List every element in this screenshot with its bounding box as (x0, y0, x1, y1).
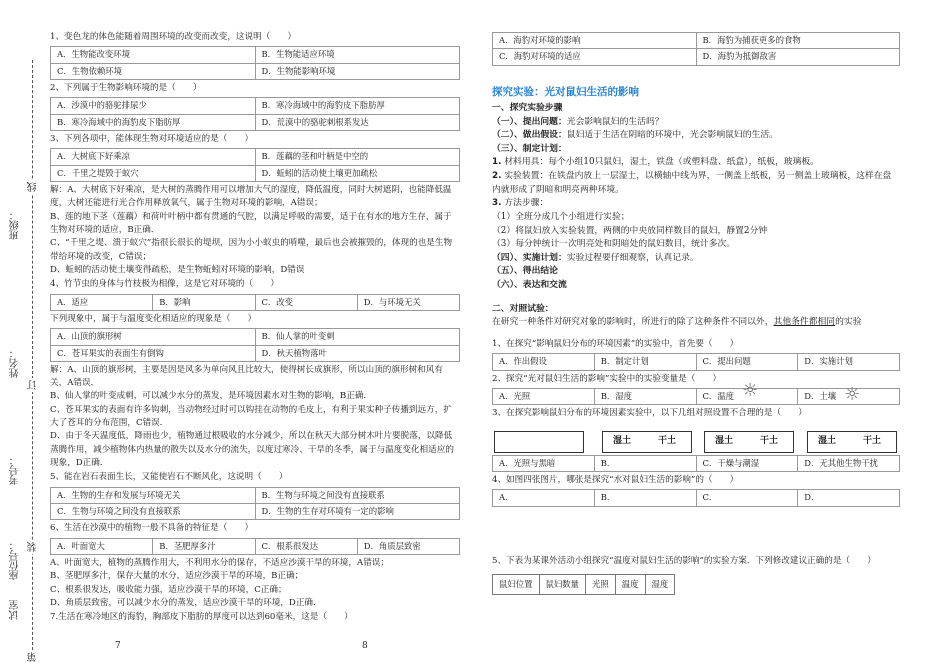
option-d[interactable]: D．荒漠中的骆驼刺根系发达 (255, 114, 460, 130)
question-2-stem: 2、下列属于生物影响环境的是（ ） (50, 83, 202, 93)
plan-text: 实验装置：在铁盘内放上一层湿土，以横轴中线为界，一侧盖上纸板，另一侧盖上玻璃板，这样在盘内就形成了阴暗和明亮两种环境。 (492, 171, 892, 195)
option-c[interactable]: C．提出问题 (696, 354, 798, 370)
control-text: 在研究一种条件对研究对象的影响时，所进行的除了这种条件不同以外， (492, 317, 774, 328)
question-5-options (50, 487, 460, 521)
method-step: （3）每分钟统计一次明亮处和阴暗处的鼠妇数目，统计多次。 (492, 239, 736, 250)
option-a[interactable]: A．光照 (493, 388, 595, 404)
plan-number: 1. (492, 157, 502, 168)
tray-diagram (494, 431, 584, 453)
plan-text: 方法步骤： (501, 198, 549, 209)
option-c[interactable]: C． (696, 490, 798, 506)
sun-icon: ☼ (844, 383, 861, 405)
method-step: （2）将鼠妇放入实验装置，两侧的中央放同样数目的鼠妇，静置2分钟 (492, 225, 768, 236)
option-b[interactable]: B．寒冷海域中的海豹皮下脂肪厚 (255, 98, 460, 114)
question-6-stem: 6、生活在沙漠中的植物一般不具备的特征是（ ） (50, 523, 254, 534)
option-d[interactable]: D．蚯蚓的活动使土壤更加疏松 (255, 165, 460, 181)
explanation-line: B、茎肥厚多汁，保存大量的水分，适应沙漠干旱的环境，B正确； (50, 571, 304, 582)
option-a[interactable]: A．山顶的旗形树 (51, 329, 256, 345)
right-question-1-stem: 1、在探究“影响鼠妇分布的环境因素”的实验中，首先要（ ） (492, 338, 739, 349)
step-label: （二）、做出假设： (492, 130, 567, 141)
name-label: 姓名： (10, 348, 21, 378)
question-1-stem: 1、变色龙的体色能随着周围环境的改变而改变，这说明（ ） (50, 32, 297, 42)
explanation-line: 解：A、山顶的旗形树，主要是因是风多为单向风且比较大，使得树长成旗形，所以山顶的旗形树和风有关，A错误． (50, 364, 443, 389)
right-question-2-options (492, 383, 900, 405)
room-label: 试室 (10, 600, 21, 620)
step-label: （四）、实施计划： (492, 252, 567, 263)
tray-diagram (807, 431, 897, 453)
option-c[interactable]: C．海豹对环境的适应 (493, 49, 697, 65)
option-a[interactable]: A．作出假设 (493, 354, 595, 370)
tray-label: 湿土 (715, 435, 734, 446)
right-question-2-stem: 2、探究“光对鼠妇生活的影响”实验中的实验变量是（ ） (492, 373, 722, 384)
question-7-stem: 7.生活在寒冷地区的海豹，胸部皮下脂肪的厚度可以达到60毫米，这是（ ） (50, 612, 353, 623)
question-5-stem: 5、能在岩石表面生长，又能使岩石不断风化，这说明（ ） (50, 472, 288, 483)
option-c[interactable]: C．苍耳果实的表面生有倒钩 (51, 345, 256, 361)
heading-control: 二、对照试验： (492, 303, 554, 314)
right-question-3-stem: 3、在探究影响鼠妇分布的环境因素实验中，以下几组对照设置不合理的是（ ） (492, 408, 807, 419)
tray-label: 湿土 (818, 435, 837, 446)
option-c[interactable]: C．温度 (696, 388, 798, 404)
explanation-line: C、根系很发达，吸收能力强，适应沙漠干旱的环境，C正确； (50, 584, 287, 595)
option-b[interactable]: B．莲藕的茎和叶柄是中空的 (255, 149, 460, 165)
binding-margin (0, 0, 50, 671)
binding-mark-ding: 订 (26, 378, 42, 392)
option-c[interactable]: B．寒冷海域中的海豹皮下脂肪厚 (51, 114, 256, 130)
section-title: 探究实验：光对鼠妇生活的影响 (492, 85, 639, 98)
question-6-options (50, 538, 460, 555)
explanation-line: C、苍耳果实的表面有许多钩刺，当动物经过时可以钩挂在动物的毛皮上，有利于果实种子传播到远方，扩大了苍耳的分布范围，C错误． (50, 404, 452, 429)
page-number-right: 8 (362, 641, 368, 651)
option-a[interactable]: A．海豹对环境的影响 (493, 33, 697, 49)
binding-mark-di: 第 (26, 650, 42, 664)
option-b[interactable]: B．生物能适应环境 (255, 47, 460, 63)
step-label: （三）、制定计划： (492, 143, 567, 154)
left-column (50, 30, 460, 625)
tray-label: 湿土 (613, 435, 632, 446)
method-step: （1）全班分成几个小组进行实验； (492, 211, 630, 222)
option-c[interactable]: C．生物依赖环境 (51, 63, 256, 79)
option-b[interactable]: B．生物与环境之间没有直接联系 (255, 487, 460, 503)
tray-label: 干土 (760, 435, 779, 446)
option-c[interactable]: C．生物与环境之间没有直接联系 (51, 504, 256, 520)
option-b[interactable]: B．仙人掌的叶变刺 (255, 329, 460, 345)
explanation-line: D、由于冬天温度低，降雨也少，植物通过根吸收的水分减少，所以在秋天大部分树木叶片要脱落，以降低蒸腾作用，减少植物体内热量的散失以及水分的流失，以度过寒冷、干旱的冬季，属于与温度变化相适应的现象，D正确． (50, 431, 454, 469)
explanation-line: C、“千里之堤、溃于蚁穴”指很长很长的堤坝，因为小小蚁虫的啃噬，最后也会被摧毁的，体现的也是生物带给环境的改变，C错误； (50, 238, 453, 262)
question-3-diagram-row (492, 423, 900, 453)
option-d[interactable]: D．土壤 (798, 388, 900, 404)
question-7-options (492, 32, 900, 66)
control-end: 的实验 (835, 317, 862, 328)
option-a[interactable]: A．生物的生存和发展与环境无关 (51, 487, 256, 503)
option-a[interactable]: A． (493, 490, 595, 506)
class-label: 班级： (10, 210, 21, 240)
step-label: （六）、表达和交流 (492, 280, 567, 291)
page-number-left: 7 (115, 641, 121, 651)
option-b[interactable]: B．制定计划 (594, 354, 696, 370)
option-d[interactable]: D．实施计划 (798, 354, 900, 370)
explanation-line: D、角质层致密，可以减少水分的蒸发，适应沙漠干旱的环境，D正确． (50, 597, 322, 608)
question-4-stem: 4、竹节虫的身体与竹枝极为相像，这是它对环境的（ ） (50, 279, 279, 290)
question-3-options (50, 148, 460, 182)
explanation-line: A、叶面宽大，植物的蒸腾作用大，不利用水分的保存，不适应沙漠干旱的环境，A错误； (50, 558, 389, 568)
right-question-4-stem: 4、如图四张图片，哪张是探究“水对鼠妇生活的影响”的（ ） (492, 474, 739, 485)
table-header-cell: 温度 (615, 574, 645, 594)
explanation-line: B、仙人掌的叶变成刺，可以减少水分的蒸发，是环境因素水对生物的影响，B正确． (50, 391, 373, 402)
option-d[interactable]: D．生物的生存对环境有一定的影响 (255, 504, 460, 520)
step-text: 实验过程要仔细观察，认真记录。 (566, 252, 699, 263)
experiment-table (492, 574, 675, 595)
option-d[interactable]: D．无其他生物干扰 (798, 455, 900, 471)
tray-label: 干土 (658, 435, 677, 446)
table-header-cell: 鼠妇数量 (539, 574, 586, 594)
binding-mark-zhuang: 装 (26, 540, 42, 554)
sun-icon: ☼ (742, 379, 759, 401)
seat-label: 座位号： (10, 540, 21, 580)
table-header-cell: 光照 (586, 574, 616, 594)
option-c[interactable]: C．改变 (255, 294, 357, 310)
question-4-options (50, 294, 460, 311)
option-c[interactable]: C．干燥与潮湿 (696, 455, 798, 471)
option-a[interactable]: A．叶面宽大 (51, 538, 153, 554)
question-4b-stem: 下列现象中，属于与温度变化相适应的现象是（ ） (50, 313, 257, 324)
control-underline: 其他条件都相同 (773, 317, 836, 328)
option-d[interactable]: D．海豹为抵御敌害 (696, 49, 900, 65)
option-a[interactable]: A．适应 (51, 294, 153, 310)
explanation-line: 解：A、大树底下好乘凉，是大树的蒸腾作用可以增加大气的湿度，降低温度，同时大树遮阴，也能降低温度，大树还能进行光合作用释放氧气，属于生物对环境的影响，A错误； (50, 185, 452, 209)
table-header-cell: 鼠妇位置 (493, 574, 540, 594)
option-a[interactable]: A．光照与黑暗 (493, 455, 595, 471)
option-a[interactable]: A．生物能改变环境 (51, 47, 256, 63)
option-a[interactable]: A．大树底下好乘凉 (51, 149, 256, 165)
step-label: （五）、得出结论 (492, 266, 558, 277)
option-d[interactable]: D．与环境无关 (357, 294, 459, 310)
option-b[interactable]: B． (594, 490, 696, 506)
step-label: （一）、提出问题： (492, 116, 567, 127)
binding-line (32, 60, 33, 660)
explanation-line: B、莲的地下茎（莲藕）和荷叶叶柄中都有贯通的气腔，以满足呼吸的需要，适于在有水的地方生存，属于生物对环境的适应，B正确． (50, 211, 452, 235)
tray-diagram (704, 431, 794, 453)
option-b[interactable]: B． (594, 455, 696, 471)
binding-mark-line: 线 (26, 180, 42, 194)
plan-text: 材料用具：每个小组10只鼠妇，湿土，铁盘（或塑料盘、纸盒），纸板，玻璃板。 (501, 157, 819, 168)
step-text: 光会影响鼠妇的生活吗？ (566, 116, 664, 127)
question-3-stem: 3、下列各项中，能体现生物对环境适应的是（ ） (50, 134, 254, 144)
tray-label: 干土 (863, 435, 882, 446)
plan-number: 3. (492, 198, 502, 209)
option-d[interactable]: D． (798, 490, 900, 506)
option-c[interactable]: C．千里之堤毁于蚁穴 (51, 165, 256, 181)
option-c[interactable]: C．根系很发达 (255, 538, 357, 554)
explanation-line: D、蚯蚓的活动使土壤变得疏松，是生物蚯蚓对环境的影响，D错误 (50, 264, 305, 275)
option-a[interactable]: A．沙漠中的骆驼排尿少 (51, 98, 256, 114)
option-d[interactable]: D．角质层致密 (357, 538, 459, 554)
heading-steps: 一、探究实验步骤 (492, 102, 563, 113)
option-b[interactable]: B．茎肥厚多汁 (153, 538, 255, 554)
question-4b-options (50, 328, 460, 362)
table-header-cell: 湿度 (645, 574, 675, 594)
right-question-1-options (492, 353, 900, 370)
option-d[interactable]: D．秋天植物落叶 (255, 345, 460, 361)
right-question-3-options (492, 455, 900, 472)
option-d[interactable]: D．生物能影响环境 (255, 63, 460, 79)
option-b[interactable]: B．影响 (153, 294, 255, 310)
right-question-5-stem: 5、下表为某课外活动小组探究“温度对鼠妇生活的影响”的实验方案．下列修改建议正确的是（ ） (492, 555, 876, 566)
question-2-options (50, 97, 460, 131)
question-1-options (50, 46, 460, 80)
option-b[interactable]: B．海豹为捕获更多的食物 (696, 33, 900, 49)
exam-no-label: 考号： (10, 455, 21, 485)
tray-diagram (602, 431, 692, 453)
right-column (492, 30, 900, 595)
step-text: 鼠妇适于生活在阴暗的环境中，光会影响鼠妇的生活。 (566, 130, 778, 141)
plan-number: 2. (492, 171, 502, 182)
right-question-4-options (492, 489, 900, 506)
option-b[interactable]: B．湿度 (594, 388, 696, 404)
